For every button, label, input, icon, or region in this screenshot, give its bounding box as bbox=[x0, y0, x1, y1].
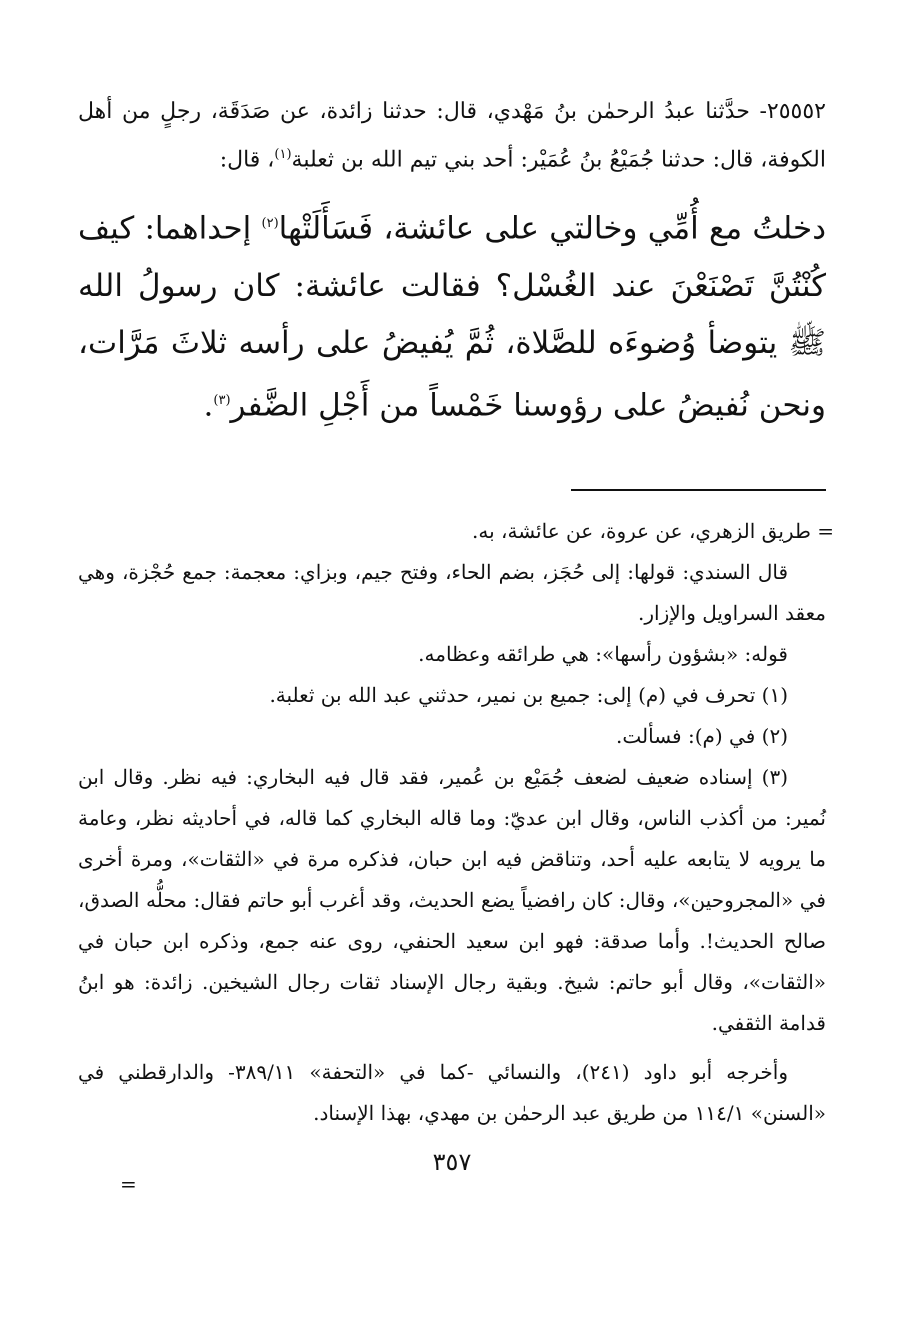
footnote-1: (١) تحرف في (م) إلى: جميع بن نمير، حدثني عبد الله بن ثعلبة. bbox=[269, 682, 788, 707]
footnote-qawluh: قوله: «بشؤون رأسها»: هي طرائقه وعظامه. bbox=[418, 641, 788, 666]
hadith-matn bbox=[78, 195, 826, 434]
footnote-ref-1: (١) bbox=[274, 147, 292, 162]
page-number: ٣٥٧ bbox=[432, 1147, 472, 1176]
matn-part-1: دخلتُ مع أُمِّي وخالتي على عائشة، فَسَأَلَتْها bbox=[278, 210, 826, 247]
footnote-2: (٢) في (م): فسألت. bbox=[616, 723, 788, 748]
continuation-mark: = bbox=[120, 1172, 137, 1196]
matn-part-2: إحداهما: كيف كُنْتُنَّ تَصْنَعْنَ عند الغُسْل؟ فقالت عائشة: كان رسولُ الله ﷺ يتوضأ وُضوءَه للصَّلاة، ثُمَّ يُفيضُ على رأسه ثلاثَ مَرَّات، ونحن نُفيضُ على رؤوسنا خَمْساً من أَجْلِ الضَّفر bbox=[78, 210, 826, 423]
hadith-isnad bbox=[78, 90, 826, 181]
footnote-ref-3: (٣) bbox=[213, 392, 231, 408]
footnotes bbox=[78, 511, 834, 1134]
footnote-ref-2: (٢) bbox=[261, 216, 279, 232]
footnote-separator-wrap bbox=[78, 489, 826, 491]
footnote-akhraja: وأخرجه أبو داود (٢٤١)، والنسائي -كما في «التحفة» ٣٨٩/١١- والدارقطني في «السنن» ١١٤/١ من طريق عبد الرحمٰن بن مهدي، بهذا الإسناد. bbox=[78, 1059, 826, 1125]
footnote-separator bbox=[571, 489, 826, 491]
footnote-3: (٣) إسناده ضعيف لضعف جُمَيْع بن عُمير، فقد قال فيه البخاري: فيه نظر. وقال ابن نُمير: من أكذب الناس، وقال ابن عديّ: وما قاله البخاري كما قاله، في أحاديثه نظر، وعامة ما يرويه لا يتابعه عليه أحد، وتناقض فيه ابن حبان، فذكره مرة في «الثقات»، ومرة أخرى في «المجروحين»، وقال: كان رافضياً يضع الحديث، وقد أغرب أبو حاتم فقال: محلُّه الصدق، صالح الحديث!. وأما صدقة: فهو ابن سعيد الحنفي، روى عنه جمع، وذكره ابن حبان في «الثقات»، وقال أبو حاتم: شيخ. وبقية رجال الإسناد ثقات رجال الشيخين. زائدة: هو ابنُ قدامة الثقفي. bbox=[78, 764, 826, 1035]
matn-end: . bbox=[203, 386, 214, 423]
isnad-tail: ، قال: bbox=[219, 147, 275, 173]
isnad-text: ٢٥٥٥٢- حدَّثنا عبدُ الرحمٰن بنُ مَهْدي، قال: حدثنا زائدة، عن صَدَقَة، رجلٍ من أهل الكوفة، قال: حدثنا جُمَيْعُ بنُ عُمَيْر: أحد بني تيم الله بن ثعلبة bbox=[78, 99, 826, 173]
footnote-continued: = طريق الزهري، عن عروة، عن عائشة، به. bbox=[472, 518, 834, 543]
footnote-sindi: قال السندي: قولها: إلى حُجَز، بضم الحاء، وفتح جيم، وبزاي: معجمة: جمع حُجْزة، وهي معقد السراويل والإزار. bbox=[78, 559, 826, 625]
